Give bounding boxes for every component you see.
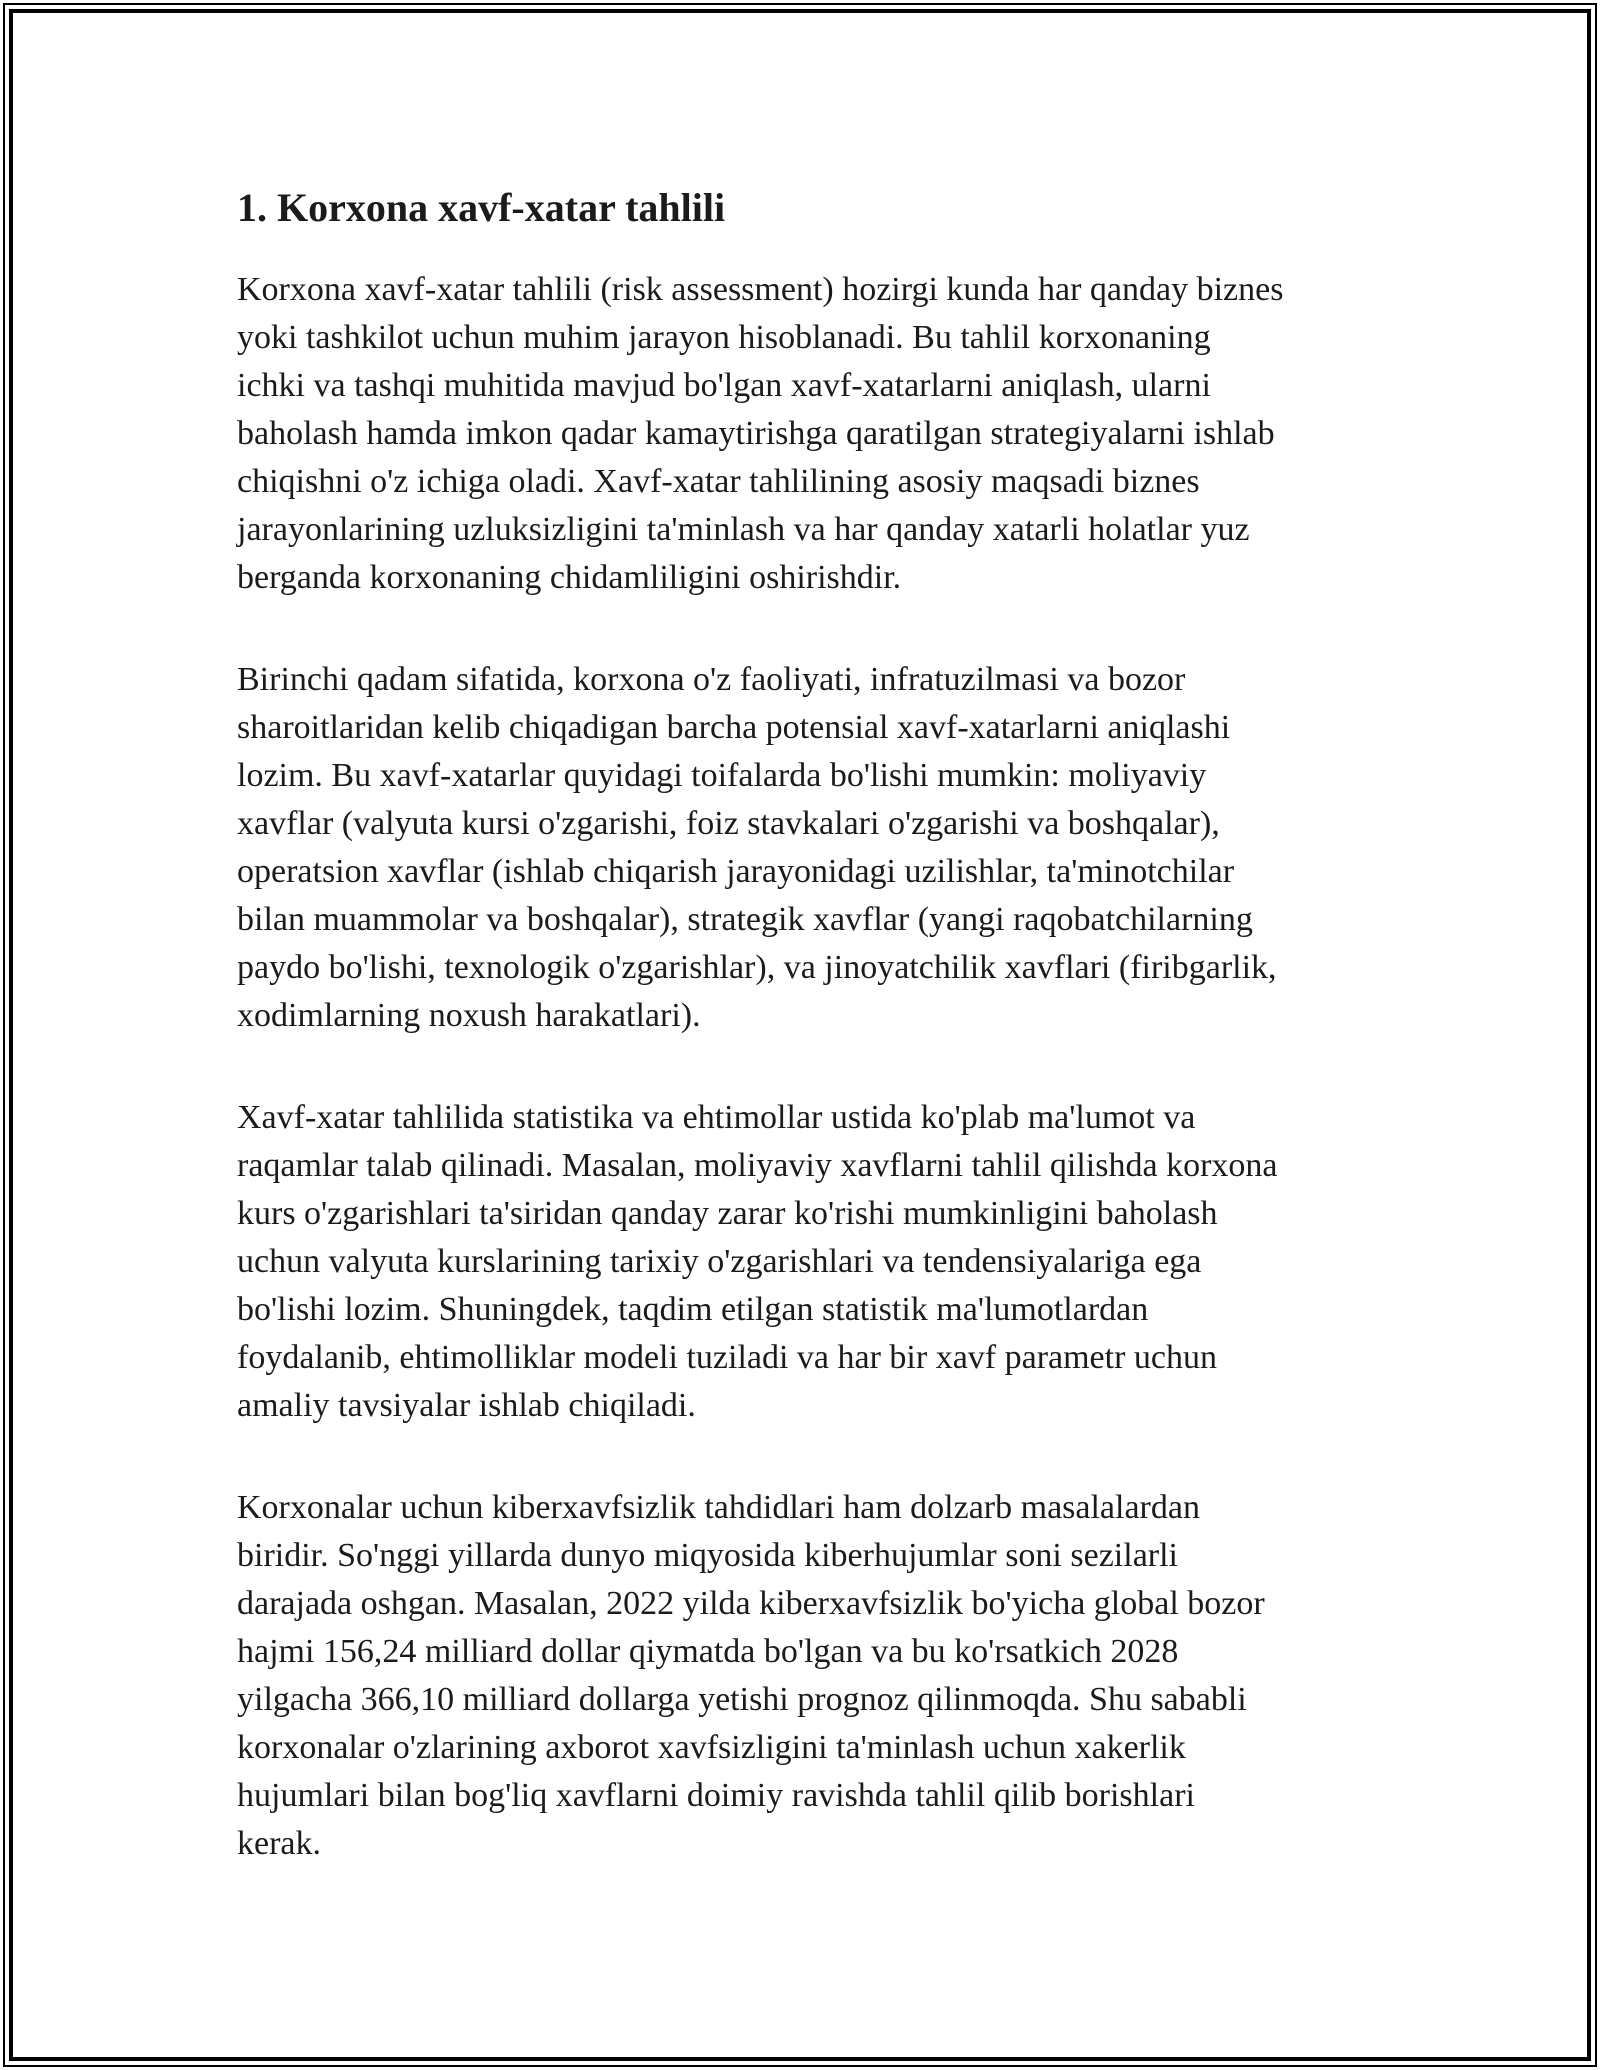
text-line: raqamlar talab qilinadi. Masalan, moliyaviy xavflarni tahlil qilishda korxona — [237, 1147, 1278, 1184]
paragraph-risk-intro — [237, 266, 1417, 602]
text-line: sharoitlaridan kelib chiqadigan barcha potensial xavf-xatarlarni aniqlashi — [237, 709, 1231, 746]
text-line: korxonalar o'zlarining axborot xavfsizligini ta'minlash uchun xakerlik — [237, 1729, 1186, 1766]
text-line: foydalanib, ehtimolliklar modeli tuziladi va har bir xavf parametr uchun — [237, 1339, 1218, 1376]
text-line: ichki va tashqi muhitida mavjud bo'lgan xavf-xatarlarni aniqlash, ularni — [237, 367, 1211, 404]
text-line: Birinchi qadam sifatida, korxona o'z faoliyati, infratuzilmasi va bozor — [237, 661, 1186, 698]
paragraph-cybersecurity — [237, 1484, 1417, 1868]
text-line: operatsion xavflar (ishlab chiqarish jarayonidagi uzilishlar, ta'minotchilar — [237, 853, 1235, 890]
paragraph-risk-categories — [237, 656, 1417, 1040]
text-line: chiqishni o'z ichiga oladi. Xavf-xatar tahlilining asosiy maqsadi biznes — [237, 463, 1200, 500]
text-line: lozim. Bu xavf-xatarlar quyidagi toifalarda bo'lishi mumkin: moliyaviy — [237, 757, 1207, 794]
text-line: biridir. So'nggi yillarda dunyo miqyosida kiberhujumlar soni sezilarli — [237, 1537, 1178, 1574]
text-line: paydo bo'lishi, texnologik o'zgarishlar), va jinoyatchilik xavflari (firibgarlik, — [237, 949, 1277, 986]
text-line: kerak. — [237, 1825, 322, 1862]
text-line: hujumlari bilan bog'liq xavflarni doimiy ravishda tahlil qilib borishlari — [237, 1777, 1195, 1814]
text-line: bilan muammolar va boshqalar), strategik xavflar (yangi raqobatchilarning — [237, 901, 1253, 938]
text-line: yoki tashkilot uchun muhim jarayon hisoblanadi. Bu tahlil korxonaning — [237, 319, 1211, 356]
text-line: hajmi 156,24 milliard dollar qiymatda bo'lgan va bu ko'rsatkich 2028 — [237, 1633, 1179, 1670]
text-line: yilgacha 366,10 milliard dollarga yetishi prognoz qilinmoqda. Shu sababli — [237, 1681, 1247, 1718]
text-line: Xavf-xatar tahlilida statistika va ehtimollar ustida ko'plab ma'lumot va — [237, 1099, 1196, 1136]
paragraph-statistics — [237, 1094, 1417, 1430]
text-line: Korxona xavf-xatar tahlili (risk assessment) hozirgi kunda har qanday biznes — [237, 271, 1284, 308]
text-line: bo'lishi lozim. Shuningdek, taqdim etilgan statistik ma'lumotlardan — [237, 1291, 1149, 1328]
text-line: kurs o'zgarishlari ta'siridan qanday zarar ko'rishi mumkinligini baholash — [237, 1195, 1218, 1232]
text-line: xavflar (valyuta kursi o'zgarishi, foiz stavkalari o'zgarishi va boshqalar), — [237, 805, 1220, 842]
text-line: Korxonalar uchun kiberxavfsizlik tahdidlari ham dolzarb masalalardan — [237, 1489, 1200, 1526]
text-line: jarayonlarining uzluksizligini ta'minlash va har qanday xatarli holatlar yuz — [237, 511, 1250, 548]
text-line: berganda korxonaning chidamliligini oshirishdir. — [237, 559, 902, 596]
text-line: amaliy tavsiyalar ishlab chiqiladi. — [237, 1387, 696, 1424]
text-line: darajada oshgan. Masalan, 2022 yilda kiberxavfsizlik bo'yicha global bozor — [237, 1585, 1265, 1622]
text-line: xodimlarning noxush harakatlari). — [237, 997, 701, 1034]
text-line: uchun valyuta kurslarining tarixiy o'zgarishlari va tendensiyalariga ega — [237, 1243, 1202, 1280]
text-line: baholash hamda imkon qadar kamaytirishga qaratilgan strategiyalarni ishlab — [237, 415, 1275, 452]
page-title: 1. Korxona xavf-xatar tahlili — [237, 185, 726, 230]
